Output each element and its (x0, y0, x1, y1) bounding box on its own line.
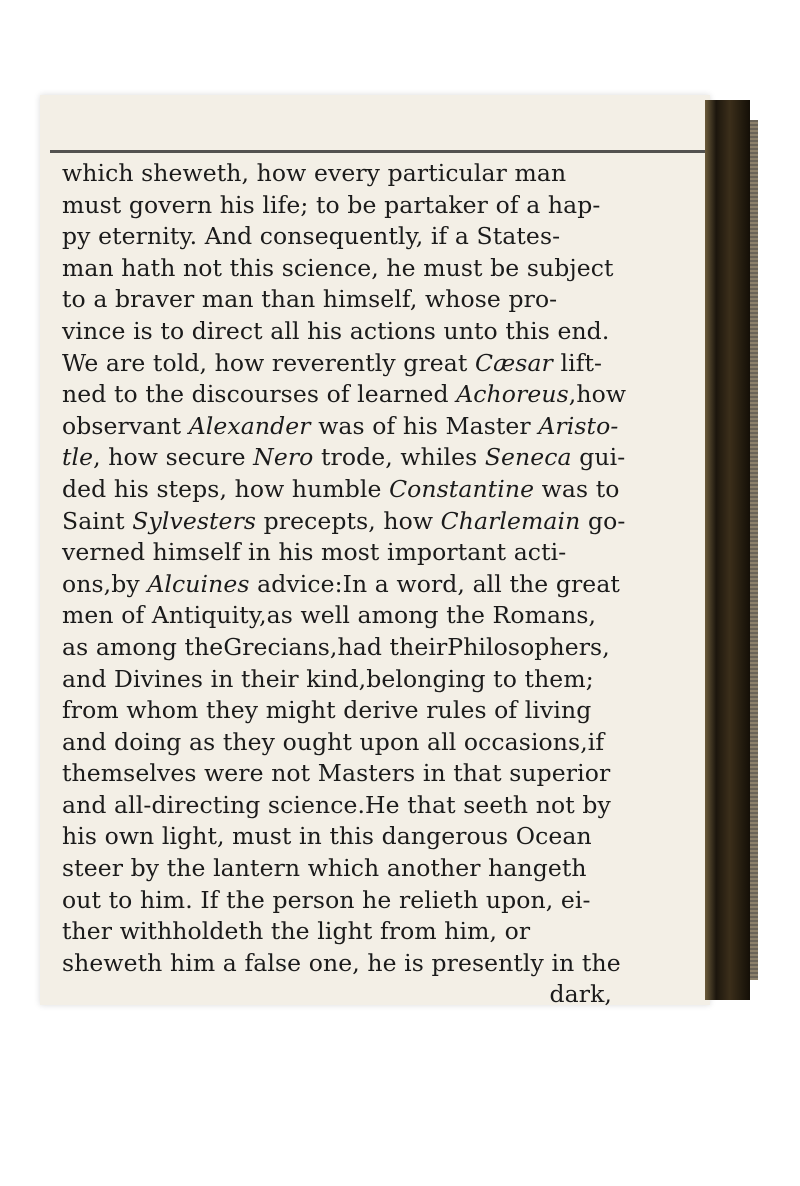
text-run: precepts, how (256, 506, 441, 535)
text-line (62, 600, 702, 632)
text-run: men of Antiquity,as well among the Romans, (62, 601, 597, 630)
text-run: ned to the discourses of learned (62, 380, 457, 409)
text-run: observant (62, 411, 189, 440)
text-run: gui- (571, 443, 626, 472)
text-run: from whom they might derive rules of living (62, 696, 592, 725)
text-line (62, 474, 702, 506)
body-text (62, 158, 702, 1011)
header-rule (50, 150, 710, 153)
text-line (62, 821, 702, 853)
text-run: Achoreus (456, 380, 569, 409)
text-run: ons,by (62, 569, 148, 598)
text-line (62, 758, 702, 790)
text-line (62, 948, 702, 980)
text-run: sheweth him a false one, he is presently in the (62, 948, 621, 977)
text-run: and doing as they ought upon all occasions,if (62, 727, 605, 756)
text-run: Alcuines (147, 569, 250, 598)
text-line (62, 916, 702, 948)
catchword: dark, (549, 980, 612, 1009)
text-run: Nero (253, 443, 314, 472)
text-run: ,how (568, 380, 627, 409)
text-run: py eternity. And consequently, if a States- (62, 222, 561, 251)
text-run: man hath not this science, he must be subject (62, 253, 614, 282)
text-run: tle (62, 443, 94, 472)
book-binding-gutter (705, 100, 750, 1000)
text-run: Constantine (389, 474, 535, 503)
text-run: verned himself in his most important acti- (62, 538, 567, 567)
text-run: lift- (552, 348, 603, 377)
text-run: ded his steps, how humble (62, 474, 390, 503)
text-run: Saint (62, 506, 133, 535)
text-run: Sylvesters (132, 506, 257, 535)
text-line (62, 442, 702, 474)
text-run: Seneca (484, 443, 572, 472)
text-run: ther withholdeth the light from him, or (62, 917, 531, 946)
text-run: which sheweth, how every particular man (62, 159, 567, 187)
text-line (62, 569, 702, 601)
text-line (62, 221, 702, 253)
text-run: his own light, must in this dangerous Ocean (62, 822, 592, 851)
text-run: to a braver man than himself, whose pro- (62, 285, 558, 314)
text-run: go- (580, 506, 626, 535)
text-run: Alexander (188, 411, 311, 440)
text-line (62, 411, 702, 443)
text-run: and all-directing science.He that seeth not by (62, 790, 611, 819)
text-line (62, 316, 702, 348)
text-run: Cæsar (475, 348, 553, 377)
text-line (62, 790, 702, 822)
text-run: vince is to direct all his actions unto this end. (62, 316, 610, 345)
text-line (62, 695, 702, 727)
text-line (62, 727, 702, 759)
text-run: as among theGrecians,had theirPhilosophers, (62, 632, 610, 661)
text-run: must govern his life; to be partaker of a hap- (62, 190, 601, 219)
text-line (62, 853, 702, 885)
text-run: and Divines in their kind,belonging to them; (62, 664, 594, 693)
text-line (62, 664, 702, 696)
text-line (62, 379, 702, 411)
page-edges (750, 120, 758, 980)
text-run: We are told, how reverently great (62, 348, 476, 377)
text-run: steer by the lantern which another hangeth (62, 854, 587, 883)
text-run: , how secure (93, 443, 254, 472)
text-line (62, 190, 702, 222)
text-line (62, 537, 702, 569)
text-run: advice:In a word, all the great (249, 569, 620, 598)
text-run: was of his Master (310, 411, 539, 440)
text-run: Aristo- (538, 411, 619, 440)
text-run: was to (534, 474, 620, 503)
text-line (62, 158, 702, 190)
text-run: Charlemain (440, 506, 581, 535)
text-line (62, 284, 702, 316)
text-line (62, 348, 702, 380)
text-line (62, 506, 702, 538)
text-line (62, 632, 702, 664)
text-line (62, 885, 702, 917)
text-line (62, 253, 702, 285)
text-run: trode, whiles (313, 443, 485, 472)
text-run: out to him. If the person he relieth upon, ei- (62, 885, 591, 914)
text-run: themselves were not Masters in that superior (62, 759, 611, 788)
